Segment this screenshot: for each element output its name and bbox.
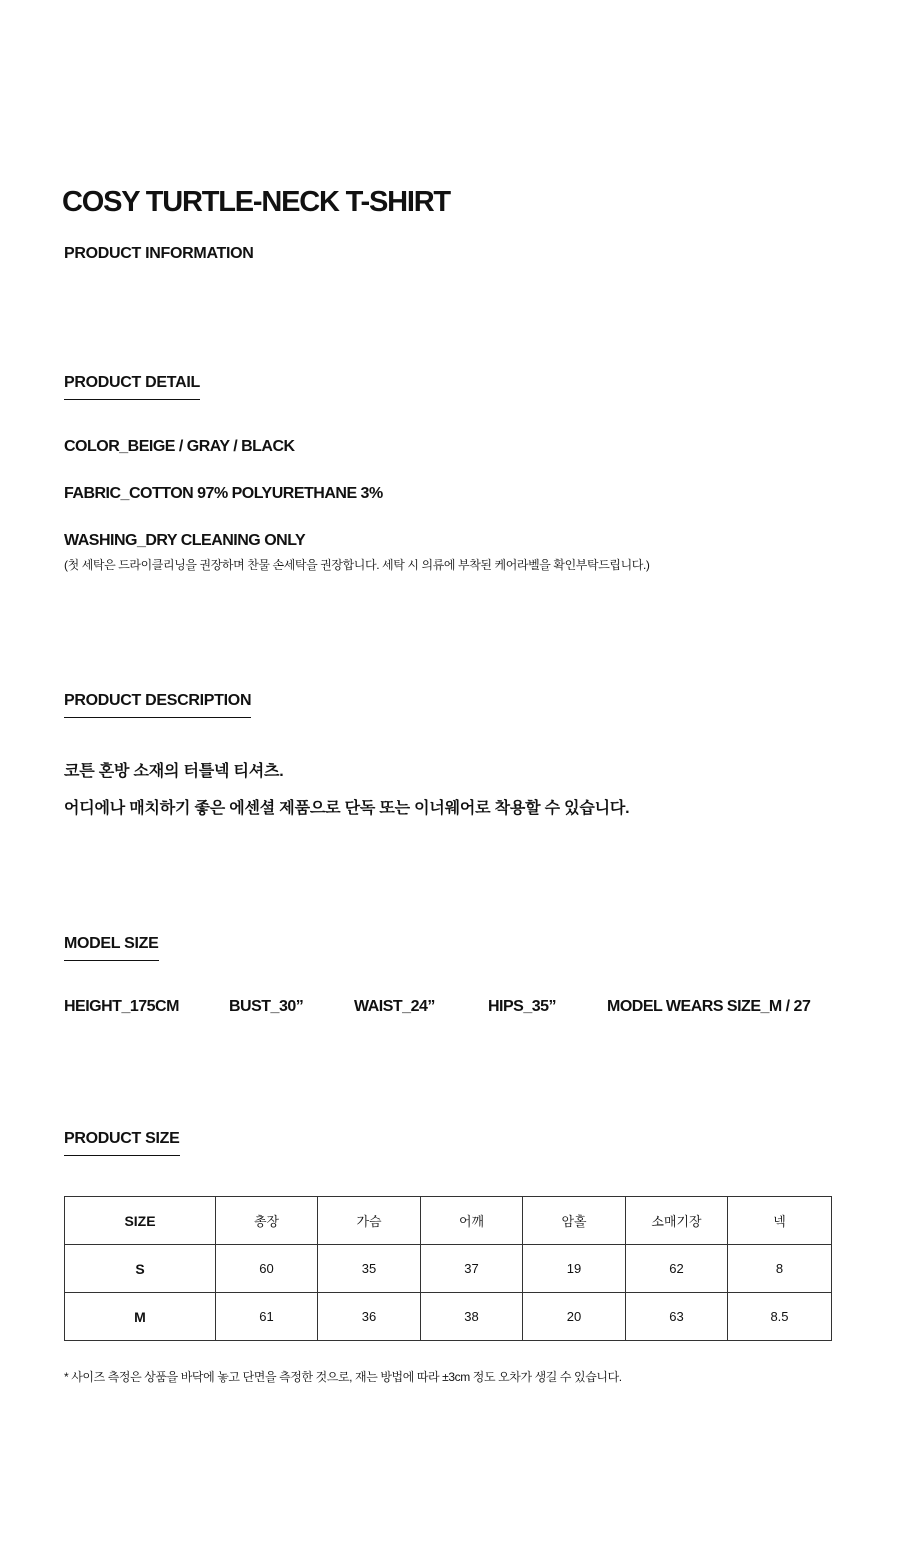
- table-row: [65, 1293, 832, 1341]
- washing-note: (첫 세탁은 드라이클리닝을 권장하며 찬물 손세탁을 권장합니다. 세탁 시 의류에 부착된 케어라벨을 확인부탁드립니다.): [64, 558, 650, 572]
- column-header-size: SIZE: [65, 1197, 216, 1245]
- table-row: [65, 1245, 832, 1293]
- column-header-shoulder: 어깨: [421, 1197, 523, 1245]
- table-cell: 62: [626, 1245, 728, 1293]
- table-cell: 63: [626, 1293, 728, 1341]
- column-header-neck: 넥: [728, 1197, 832, 1245]
- column-header-length: 총장: [216, 1197, 318, 1245]
- size-table: [64, 1196, 832, 1341]
- product-description-heading: PRODUCT DESCRIPTION: [64, 692, 251, 718]
- product-detail-heading: PRODUCT DETAIL: [64, 374, 200, 400]
- table-cell: 35: [318, 1245, 421, 1293]
- column-header-sleeve: 소매기장: [626, 1197, 728, 1245]
- column-header-chest: 가슴: [318, 1197, 421, 1245]
- table-cell: 37: [421, 1245, 523, 1293]
- size-label-cell: M: [65, 1293, 216, 1341]
- product-information-label: PRODUCT INFORMATION: [64, 245, 254, 262]
- description-line-2: 어디에나 매치하기 좋은 에센셜 제품으로 단독 또는 이너웨어로 착용할 수 있습니다.: [64, 800, 630, 817]
- table-cell: 20: [523, 1293, 626, 1341]
- table-cell: 19: [523, 1245, 626, 1293]
- description-line-1: 코튼 혼방 소재의 터틀넥 티셔츠.: [64, 763, 284, 780]
- size-label-cell: S: [65, 1245, 216, 1293]
- size-measurement-note: * 사이즈 측정은 상품을 바닥에 놓고 단면을 측정한 것으로, 재는 방법에 따라 ±3cm 정도 오차가 생길 수 있습니다.: [64, 1370, 622, 1384]
- color-info: COLOR_BEIGE / GRAY / BLACK: [64, 438, 295, 455]
- model-bust: BUST_30”: [229, 998, 304, 1015]
- washing-info: WASHING_DRY CLEANING ONLY: [64, 532, 306, 549]
- model-size-row: [64, 998, 844, 1018]
- product-size-heading: PRODUCT SIZE: [64, 1130, 180, 1156]
- column-header-armhole: 암홀: [523, 1197, 626, 1245]
- fabric-info: FABRIC_COTTON 97% POLYURETHANE 3%: [64, 485, 383, 502]
- table-cell: 61: [216, 1293, 318, 1341]
- model-hips: HIPS_35”: [488, 998, 557, 1015]
- model-height: HEIGHT_175CM: [64, 998, 179, 1015]
- model-wears-size: MODEL WEARS SIZE_M / 27: [607, 998, 811, 1015]
- table-header-row: [65, 1197, 832, 1245]
- table-cell: 8.5: [728, 1293, 832, 1341]
- model-size-heading: MODEL SIZE: [64, 935, 159, 961]
- table-cell: 60: [216, 1245, 318, 1293]
- table-cell: 8: [728, 1245, 832, 1293]
- product-title: COSY TURTLE-NECK T-SHIRT: [62, 186, 450, 218]
- table-cell: 38: [421, 1293, 523, 1341]
- table-cell: 36: [318, 1293, 421, 1341]
- model-waist: WAIST_24”: [354, 998, 435, 1015]
